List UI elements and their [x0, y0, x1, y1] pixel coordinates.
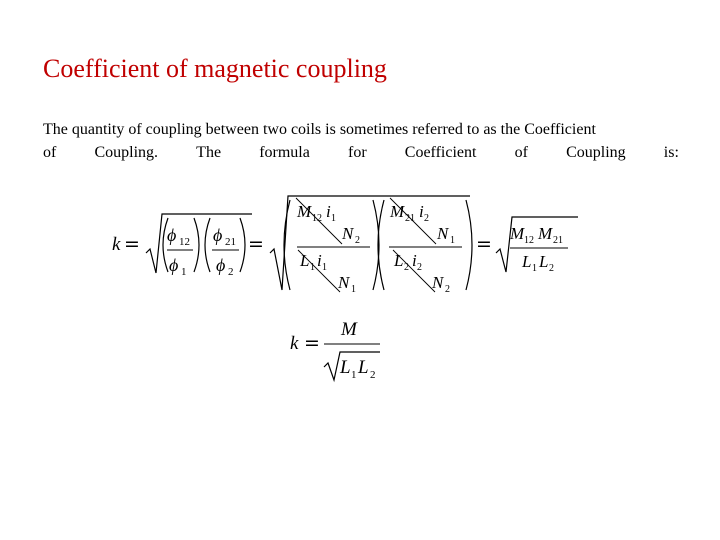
formula-k: k — [112, 234, 121, 255]
formula-phi: ϕ — [213, 225, 223, 245]
formula-subscript: 2 — [404, 262, 409, 273]
formula-subscript: 21 — [553, 235, 563, 246]
formula-N: N — [432, 273, 444, 292]
formula-subscript: 2 — [549, 263, 554, 274]
left-paren — [205, 218, 210, 272]
formula-L: L — [300, 251, 310, 270]
formula-subscript: 1 — [351, 369, 357, 381]
formula-N: N — [437, 224, 449, 243]
formula-subscript: 12 — [179, 236, 190, 248]
formula-i: i — [412, 251, 417, 270]
formula-equals: = — [124, 233, 140, 255]
slide-title: Coefficient of magnetic coupling — [43, 54, 387, 83]
description-word: for — [347, 144, 367, 161]
formula-L: L — [340, 357, 351, 378]
formula-subscript: 2 — [424, 213, 429, 224]
formula-N: N — [338, 273, 350, 292]
formula-equals: = — [476, 233, 492, 255]
formula-subscript: 1 — [181, 266, 187, 278]
description-word: of — [43, 144, 57, 161]
right-paren — [194, 218, 199, 272]
formula-L: L — [358, 357, 369, 378]
formula-subscript: 2 — [228, 266, 234, 278]
formula-M: M — [390, 202, 405, 221]
formula-subscript: 12 — [524, 235, 534, 246]
formula-subscript: 1 — [310, 262, 315, 273]
description-paragraph — [43, 118, 679, 164]
formula-subscript: 1 — [351, 284, 356, 295]
formula-M: M — [510, 224, 525, 243]
description-line-2 — [43, 141, 679, 164]
formula-subscript: 21 — [405, 213, 415, 224]
description-word: Coefficient — [404, 144, 477, 161]
formula-subscript: 1 — [331, 213, 336, 224]
formula-subscript: 12 — [312, 213, 322, 224]
division-slash — [390, 198, 436, 244]
formula-subscript: 2 — [445, 284, 450, 295]
formula-k: k — [290, 333, 299, 354]
formula-i: i — [419, 202, 424, 221]
formula-phi: ϕ — [169, 255, 179, 275]
formula-equals: = — [248, 233, 264, 255]
right-paren — [466, 200, 472, 290]
formula-L: L — [522, 252, 532, 271]
simplified-coupling-formula — [280, 305, 390, 385]
description-word: formula — [259, 144, 310, 161]
formula-i: i — [326, 202, 331, 221]
formula-equals: = — [304, 332, 320, 354]
formula-M: M — [538, 224, 553, 243]
formula-subscript: 2 — [370, 369, 376, 381]
formula-L: L — [539, 252, 549, 271]
right-paren — [240, 218, 245, 272]
formula-M: M — [341, 319, 357, 340]
formula-phi: ϕ — [167, 225, 177, 245]
formula-subscript: 21 — [225, 236, 236, 248]
description-line-1: The quantity of coupling between two coils is sometimes referred to as the Coefficient — [43, 121, 596, 138]
description-word: The — [196, 144, 222, 161]
formula-subscript: 2 — [355, 235, 360, 246]
description-word: Coupling. — [94, 144, 159, 161]
description-word: of — [514, 144, 528, 161]
description-word: Coupling — [566, 144, 626, 161]
description-word: is: — [663, 144, 679, 161]
formula-L: L — [394, 251, 404, 270]
formula-subscript: 1 — [322, 262, 327, 273]
coupling-coefficient-formula — [100, 190, 590, 300]
formula-subscript: 1 — [532, 263, 537, 274]
formula-M: M — [297, 202, 312, 221]
formula-N: N — [342, 224, 354, 243]
formula-subscript: 2 — [417, 262, 422, 273]
formula-subscript: 1 — [450, 235, 455, 246]
square-root-sign — [496, 217, 578, 272]
formula-i: i — [317, 251, 322, 270]
formula-phi: ϕ — [216, 255, 226, 275]
